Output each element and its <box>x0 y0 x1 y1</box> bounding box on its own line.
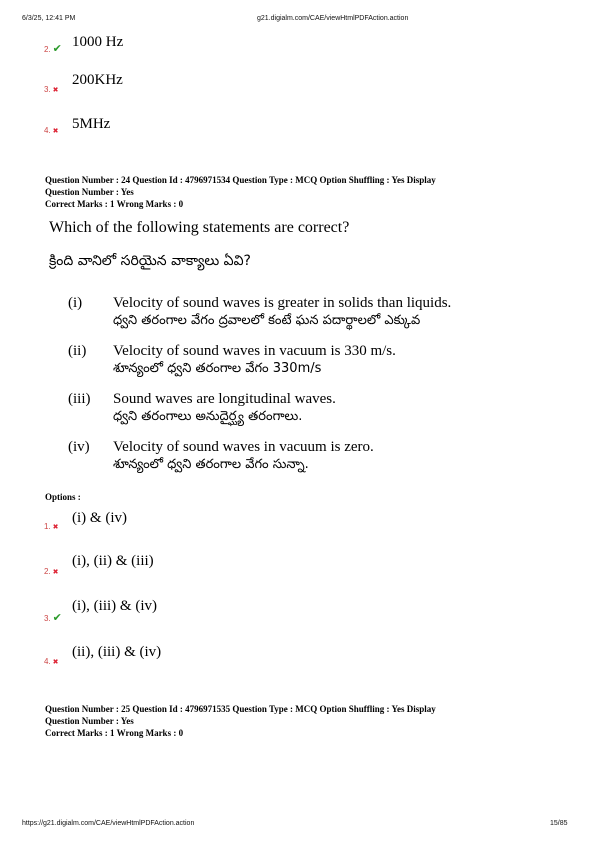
cross-icon: ✖ <box>52 87 59 94</box>
print-url: g21.digialm.com/CAE/viewHtmlPDFAction.action <box>257 15 409 22</box>
footer-url: https://g21.digialm.com/CAE/viewHtmlPDFAction.action <box>22 820 195 827</box>
statement-te: ధ్వని తరంగాల వేగం ద్రవాలలో కంటే ఘన పదార్థాలలో ఎక్కువ <box>113 313 421 328</box>
page-number: 15/85 <box>550 820 568 827</box>
option-text: (i) & (iv) <box>72 510 127 526</box>
statement-en: Velocity of sound waves is greater in solids than liquids. <box>113 295 452 311</box>
option-number: 3. <box>44 614 51 623</box>
option-text: (i), (iii) & (iv) <box>72 598 157 614</box>
option-number: 1. <box>44 522 51 531</box>
check-icon: ✔ <box>52 43 62 55</box>
check-icon: ✔ <box>52 612 62 624</box>
option-text: (ii), (iii) & (iv) <box>72 644 162 660</box>
option-text: 200KHz <box>72 72 123 88</box>
print-datetime: 6/3/25, 12:41 PM <box>22 15 76 22</box>
meta-line: Question Number : 24 Question Id : 4796971534 Question Type : MCQ Option Shuffling : Yes Display <box>45 175 436 185</box>
meta-line: Question Number : Yes <box>45 187 134 197</box>
meta-line: Question Number : Yes <box>45 716 134 726</box>
statement-en: Velocity of sound waves in vacuum is zero. <box>113 439 374 455</box>
question-text-en: Which of the following statements are correct? <box>49 219 350 236</box>
cross-icon: ✖ <box>52 569 59 576</box>
option-number: 2. <box>44 45 51 54</box>
statement-te: శూన్యంలో ధ్వని తరంగాల వేగం 330m/s <box>113 361 322 376</box>
statement-number: (iii) <box>68 391 91 407</box>
question-24-meta <box>45 174 565 210</box>
cross-icon: ✖ <box>52 128 59 135</box>
option-text: (i), (ii) & (iii) <box>72 553 154 569</box>
option-number: 4. <box>44 126 51 135</box>
option-number: 2. <box>44 567 51 576</box>
statement-te: శూన్యంలో ధ్వని తరంగాల వేగం సున్నా. <box>113 457 309 472</box>
statement-en: Sound waves are longitudinal waves. <box>113 391 336 407</box>
cross-icon: ✖ <box>52 524 59 531</box>
options-label: Options : <box>45 492 81 502</box>
option-text: 1000 Hz <box>72 34 124 50</box>
statement-te: ధ్వని తరంగాలు అనుదైర్ఘ్య తరంగాలు. <box>113 409 303 424</box>
option-number: 4. <box>44 657 51 666</box>
option-text: 5MHz <box>72 116 111 132</box>
statement-number: (iv) <box>68 439 90 455</box>
question-25-meta <box>45 703 565 739</box>
statement-number: (i) <box>68 295 83 311</box>
option-number: 3. <box>44 85 51 94</box>
question-text-te: క్రింది వానిలో సరియైన వాక్యాలు ఏవి? <box>49 253 251 269</box>
statement-en: Velocity of sound waves in vacuum is 330 m/s. <box>113 343 396 359</box>
meta-line: Question Number : 25 Question Id : 4796971535 Question Type : MCQ Option Shuffling : Yes Display <box>45 704 436 714</box>
cross-icon: ✖ <box>52 659 59 666</box>
meta-line: Correct Marks : 1 Wrong Marks : 0 <box>45 199 184 209</box>
statement-number: (ii) <box>68 343 87 359</box>
meta-line: Correct Marks : 1 Wrong Marks : 0 <box>45 728 184 738</box>
